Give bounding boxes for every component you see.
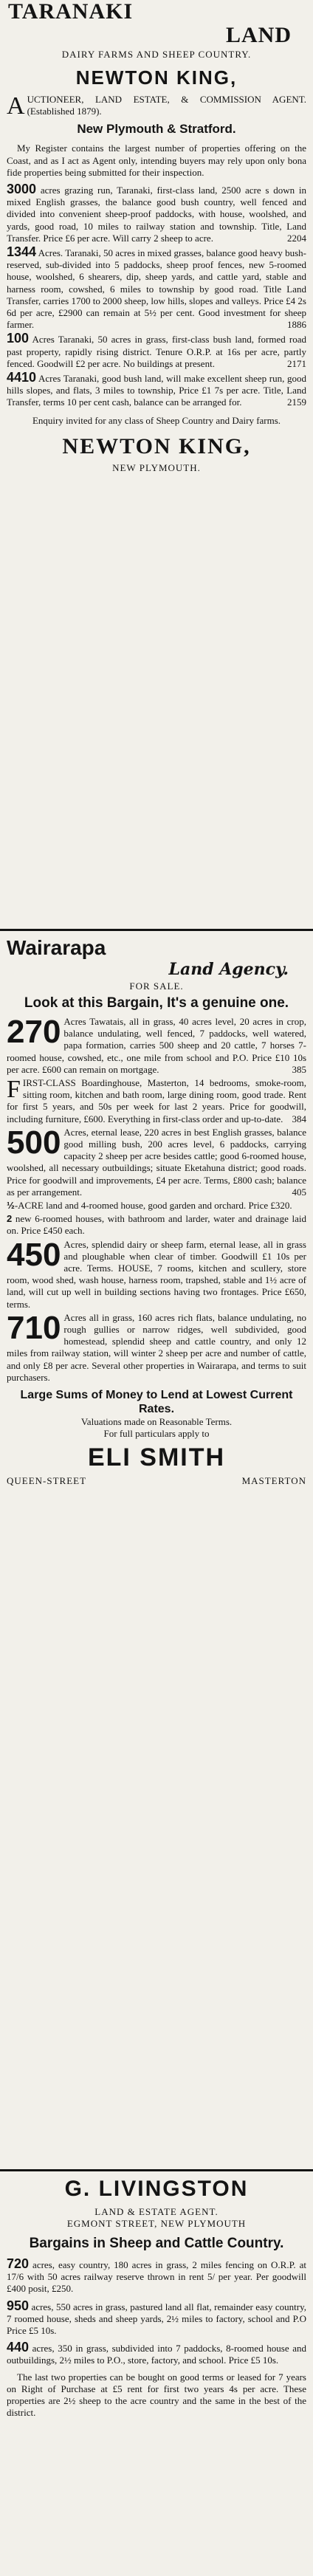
listing-item [7, 332, 306, 370]
ad1-location: New Plymouth & Stratford. [77, 122, 236, 137]
lot-acreage: 450 [7, 1236, 61, 1273]
lot-text: IRST-CLASS Boardinghouse, Masterton, 14 bedrooms, smoke-room, sitting room, kitchen and bath room, large dining room, good trade. Rent for first 5 years, and 50s per week for last 2 years. Price for goodwill, including furniture, £600. Everything in first-class order and up-to-date. [7, 1077, 306, 1124]
ad1-title-top: TARANAKI [8, 0, 134, 24]
lot-text: Acres Tawatais, all in grass, 40 acres level, 20 acres in crop, balance undulating, well fenced, 7 paddocks, well watered, papa formation, carries 500 sheep and 20 cattle, 7 horses 7-roomed house, cowshed, etc., one mile from school and P.O. Price £10 10s per acre. £600 can remain on mortgage. [7, 1016, 306, 1075]
ad-taranaki-land [7, 0, 306, 474]
ad3-role: LAND & ESTATE AGENT. [94, 2206, 219, 2217]
lot-lead: ½ [7, 1200, 15, 1212]
lot-lead: 2 [7, 1213, 13, 1225]
lot-text: Acres Taranaki, 50 acres in grass, first-class bush land, formed road past property, rapidly rising district. Tenure O.R.P. at 16s per acre, partly fenced. Goodwill £2 per acre. No buildings at present. [7, 334, 306, 369]
lot-text: Acres, eternal lease, 220 acres in best English grasses, balance good milling bush, 200 acres level, 6 paddocks, carrying capacity 2 sheep per acre besides cattle; good 6-roomed house, woolshed, all necessary outbuildings; situate Eketahuna district; good roads. Price for goodwill and improvements, £4 per acre. Terms, £800 cash; balance as per arrangement. [7, 1126, 306, 1198]
lot-acreage: 950 [7, 2298, 30, 2313]
listing-item [7, 1124, 306, 1198]
ad2-valuations: Valuations made on Reasonable Terms. [80, 1416, 233, 1428]
lot-text: -ACRE land and 4-roomed house, good garden and orchard. Price £320. [14, 1200, 292, 1212]
listing-item [7, 2341, 306, 2366]
lot-text: acres grazing run, Taranaki, first-class land, 2500 acre s down in mixed English grasses, the balance good bush country, well fenced and divided into convenient sheep-proof paddocks, with house, woolshed, and yards, good road, 10 miles to railway station and township. Title, Land Transfer. Price £6 per acre. Will carry 2 sheep to acre. [7, 185, 306, 244]
lot-text: acres, 550 acres in grass, pastured land all flat, remainder easy country, 7 roomed house, sheds and sheep yards, 2½ miles to factory, school and P.O Price £5 10s. [7, 2301, 307, 2337]
ad3-address: EGMONT STREET, NEW PLYMOUTH [66, 2218, 247, 2229]
listing-item [7, 1077, 306, 1125]
ad2-for-sale: FOR SALE. [129, 980, 184, 992]
listing-item [7, 1016, 306, 1076]
lot-text: Acres Taranaki, good bush land, will make excellent sheep run, good hills slopes, and flats, 3 miles to township, Price £1 7s per acre. Title, Land Transfer, terms 10 per cent cash, balance can be arranged for. [7, 373, 306, 408]
ad3-lots [7, 2258, 306, 2367]
ad2-address [7, 1475, 306, 1487]
listing-item [7, 1213, 306, 1237]
ad1-intro-dropcap: A [7, 92, 25, 120]
lot-ref: 2159 [287, 396, 306, 408]
lot-text: acres, 350 in grass, subdivided into 7 paddocks, 8-roomed house and outbuildings, 2½ miles to P.O., store, factory, and school. Price £5 10s. [7, 2343, 306, 2366]
ad2-lots [7, 1016, 306, 1385]
ad1-lots [7, 183, 306, 409]
listing-item [7, 1309, 306, 1384]
ad1-footer-firm: NEWTON KING, [62, 433, 251, 458]
listing-item [7, 1236, 306, 1311]
ad1-title-bottom: LAND [225, 23, 292, 47]
ad2-title-top: Wairarapa [7, 936, 106, 959]
lot-text: acres, easy country, 180 acres in grass, 2 miles fencing on O.R.P. at 17/6 with 50 acres railway reserve thrown in rent 5/ per year. Per goodwill £400 posit, £250. [7, 2259, 306, 2295]
ad3-firm-name: G. LIVINGSTON [64, 2177, 249, 2201]
lot-acreage: 440 [7, 2340, 30, 2355]
ad2-title-bottom: Land Agency. [168, 960, 289, 979]
ad2-hook: Look at this Bargain, It's a genuine one. [24, 995, 289, 1011]
ad2-money: Large Sums of Money to Lend at Lowest Current Rates. [20, 1389, 293, 1416]
ad1-subtitle: DAIRY FARMS AND SHEEP COUNTRY. [61, 49, 252, 60]
ad2-town: MASTERTON [241, 1474, 306, 1486]
lot-acreage: 4410 [7, 370, 37, 385]
listing-item [7, 1200, 306, 1212]
lot-acreage: 710 [7, 1309, 61, 1346]
divider [0, 929, 313, 931]
lot-text: Acres all in grass, 160 acres rich flats, balance undulating, no rough gullies or narrow ridges, well subdivided, good homestead, splendid sheep and cattle country, and only 12 miles from railway station, will winter 2 sheep per acre and number of cattle, and only £8 per acre. Several other properties in Wairarapa, and terms to suit purchasers. [7, 1311, 306, 1383]
lot-text: Acres. Taranaki, 50 acres in mixed grasses, balance good heavy bush-reserved, sub-divided into 5 paddocks, sheep proof fences, new 5-roomed house, woolshed, 6 shearers, dip, sheep yards, and cattle yard, stable and harness room, cowshed, 6 miles to township by good road. Title Land Transfer, carries 1700 to 2000 sheep, low hills, slopes and valleys. Price £4 2s 6d per acre, £2900 can remain at 5½ per cent. Good investment for sheep farmer. [7, 247, 306, 331]
lot-ref: 2171 [287, 357, 306, 369]
ad3-banner: Bargains in Sheep and Cattle Country. [29, 2236, 284, 2251]
ad1-intro-text: UCTIONEER, LAND ESTATE, & COMMISSION AGENT. (Established 1879). [27, 94, 306, 117]
lot-text: new 6-roomed houses, with bathroom and larder, water and drainage laid on. Price £450 each. [7, 1213, 307, 1237]
lot-ref: 385 [292, 1063, 306, 1075]
lot-ref: 1886 [287, 319, 306, 331]
listing-item [7, 2258, 306, 2295]
ad1-footer-town: NEW PLYMOUTH. [112, 461, 201, 473]
ad2-street: QUEEN-STREET [7, 1474, 87, 1486]
listing-item [7, 183, 306, 244]
ad1-paragraph: My Register contains the largest number of properties offering on the Coast, and as I act as Agent only, intending buyers may rely upon only bona fide properties being submitted for their inspection. [7, 142, 306, 178]
ad-g-livingston [7, 2177, 306, 2419]
lot-acreage: 3000 [7, 182, 37, 197]
listing-item [7, 246, 306, 331]
ad2-agent-name: ELI SMITH [87, 1443, 226, 1471]
listing-item [7, 2300, 306, 2338]
ad3-closing: The last two properties can be bought on good terms or leased for 7 years on Right of Purchase at £5 rent for first two years 4s per acre. These properties are 2½ sheep to the acre country and the same in the best of the district. [7, 2371, 306, 2419]
lot-ref: 405 [292, 1186, 306, 1198]
ad1-firm-name: NEWTON KING, [75, 66, 238, 89]
lot-acreage: 500 [7, 1124, 61, 1161]
lot-acreage: 1344 [7, 244, 37, 260]
lot-ref: 2204 [287, 232, 306, 244]
ad2-particulars: For full particulars apply to [103, 1428, 210, 1440]
listing-item [7, 371, 306, 409]
lot-text: Acres, splendid dairy or sheep farm, eternal lease, all in grass and ploughable when clear of timber. Goodwill £1 10s per acre. Terms. HOUSE, 7 rooms, kitchen and scullery, store room, wood shed, wash house, harness room, trapshed, stable and 1½ acre of land, will cut up well in building sections having two frontages. Price £650, terms. [7, 1238, 306, 1310]
ad-wairarapa-land-agency [7, 936, 306, 1487]
lot-acreage: 100 [7, 331, 30, 346]
lot-ref: 384 [292, 1113, 306, 1124]
lot-acreage: 720 [7, 2256, 30, 2271]
lot-acreage: 270 [7, 1014, 61, 1050]
ad1-enquiry: Enquiry invited for any class of Sheep Country and Dairy farms. [32, 414, 281, 426]
ad1-intro [7, 92, 306, 120]
divider [0, 2169, 313, 2171]
lot-dropcap: F [7, 1076, 21, 1104]
